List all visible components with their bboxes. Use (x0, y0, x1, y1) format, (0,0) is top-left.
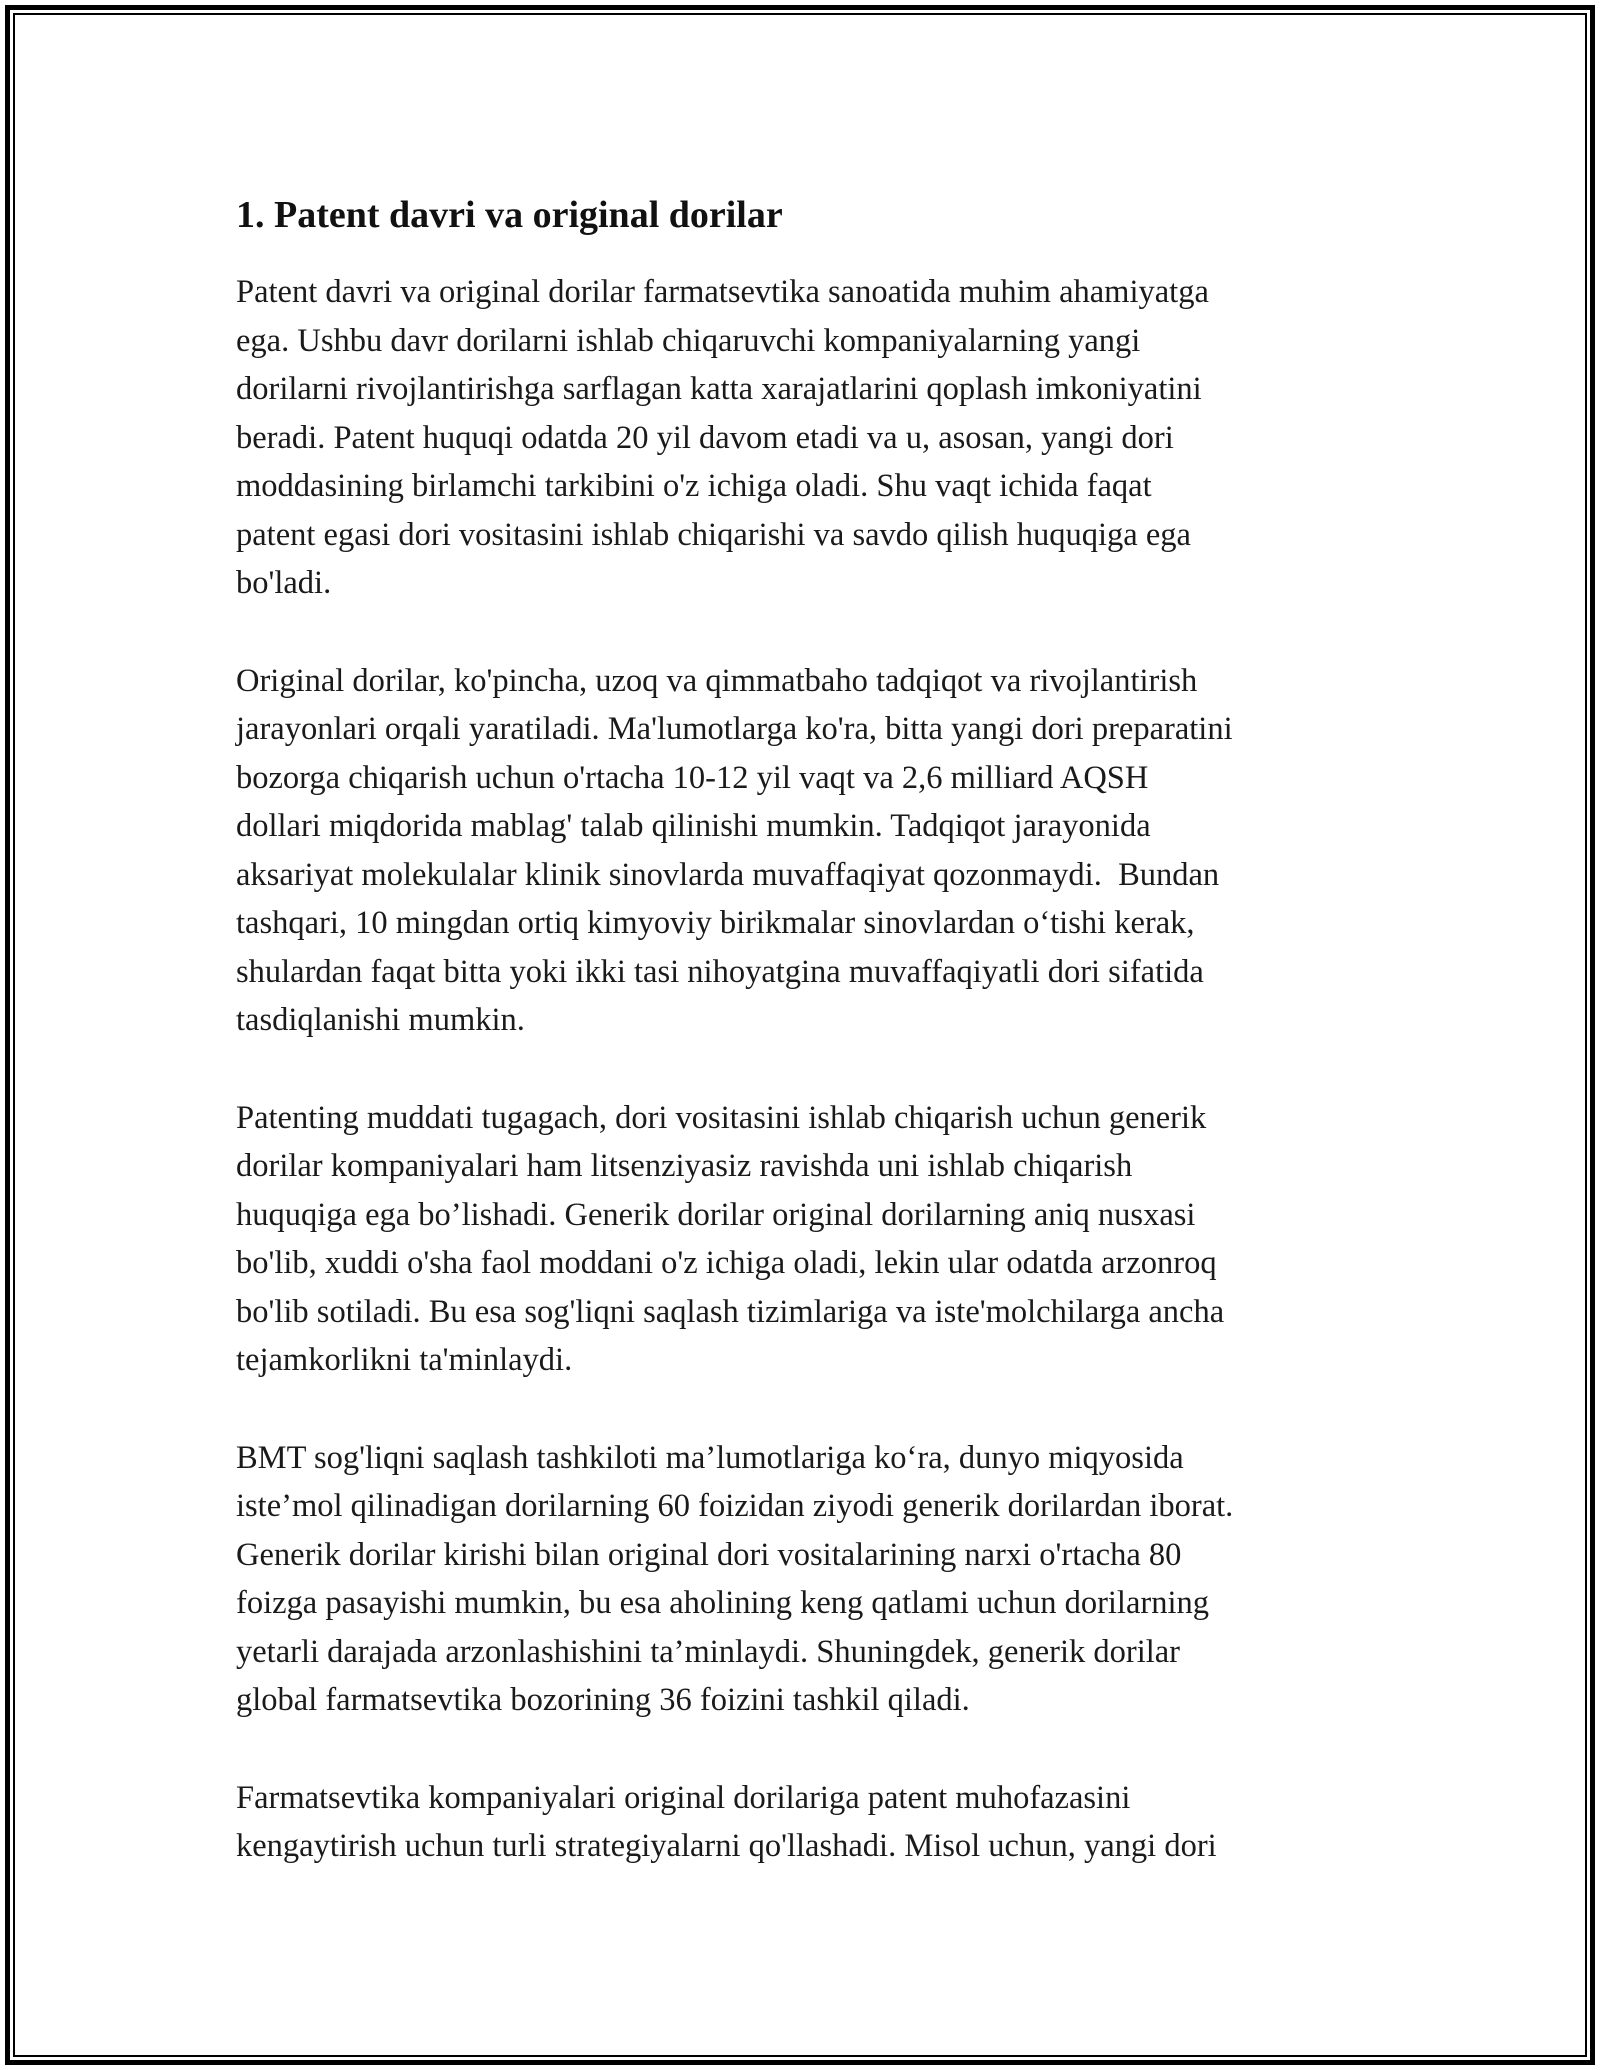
paragraph-patent-expiry: Patenting muddati tugagach, dori vositasini ishlab chiqarish uchun generik dorilar kompaniyalari ham litsenziyasiz ravishda uni ishlab chiqarish huquqiga ega bo’lishadi. Generik dorilar original dorilarning aniq nusxasi bo'lib, xuddi o'sha faol moddani o'z ichiga oladi, lekin ular odatda arzonroq bo'lib sotiladi. Bu esa sog'liqni saqlash tizimlariga va iste'molchilarga ancha tejamkorlikni ta'minlaydi. (236, 1099, 1225, 1378)
paragraph-original-drugs: Original dorilar, ko'pincha, uzoq va qimmatbaho tadqiqot va rivojlantirish jarayonlari orqali yaratiladi. Ma'lumotlarga ko'ra, bitta yangi dori preparatini bozorga chiqarish uchun o'rtacha 10-12 yil vaqt va 2,6 milliard AQSH dollari miqdorida mablag' talab qilinishi mumkin. Tadqiqot jarayonida aksariyat molekulalar klinik sinovlarda muvaffaqiyat qozonmaydi. Bundan tashqari, 10 mingdan ortiq kimyoviy birikmalar sinovlardan o‘tishi kerak, shulardan faqat bitta yoki ikki tasi nihoyatgina muvaffaqiyatli dori sifatida tasdiqlanishi mumkin. (236, 662, 1233, 1038)
paragraph-patent-period: Patent davri va original dorilar farmatsevtika sanoatida muhim ahamiyatga ega. Ushbu davr dorilarni ishlab chiqaruvchi kompaniyalarning yangi dorilarni rivojlantirishga sarflagan katta xarajatlarini qoplash imkoniyatini beradi. Patent huquqi odatda 20 yil davom etadi va u, asosan, yangi dori moddasining birlamchi tarkibini o'z ichiga oladi. Shu vaqt ichida faqat patent egasi dori vositasini ishlab chiqarishi va savdo qilish huquqiga ega bo'ladi. (236, 274, 1209, 601)
paragraph-who-statistics: BMT sog'liqni saqlash tashkiloti ma’lumotlariga ko‘ra, dunyo miqyosida iste’mol qilinadigan dorilarning 60 foizidan ziyodi generik dorilardan iborat. Generik dorilar kirishi bilan original dori vositalarining narxi o'rtacha 80 foizga pasayishi mumkin, bu esa aholining keng qatlami uchun dorilarning yetarli darajada arzonlashishini ta’minlaydi. Shuningdek, generik dorilar global farmatsevtika bozorining 36 foizini tashkil qiladi. (236, 1439, 1234, 1718)
section-heading: 1. Patent davri va original dorilar (236, 194, 783, 236)
document-body (236, 186, 1376, 1920)
paragraph-patent-strategies: Farmatsevtika kompaniyalari original dorilariga patent muhofazasini kengaytirish uchun turli strategiyalarni qo'llashadi. Misol uchun, yangi dori (236, 1779, 1217, 1864)
